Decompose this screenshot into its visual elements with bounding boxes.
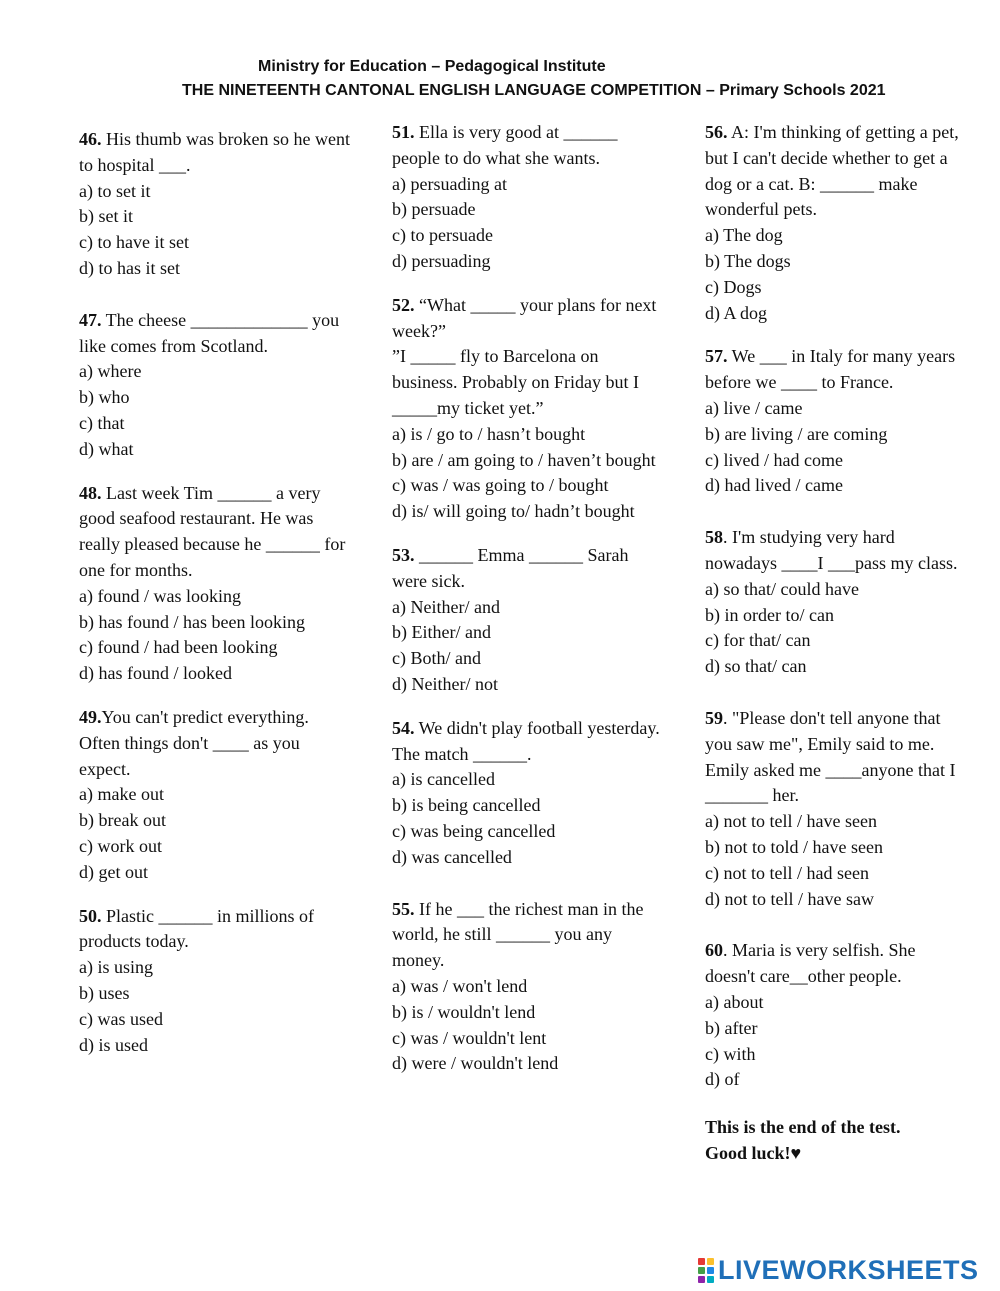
question-number: 50. [79,905,102,926]
question-58 [705,525,965,680]
question-stem [392,716,667,768]
option-a: a) live / came [705,397,803,418]
option-a: a) to set it [79,180,151,201]
question-text: Last week Tim ______ a very good seafood restaurant. He was really pleased because he ______ for one for months. [79,482,346,580]
column-2 [392,120,667,1095]
option-b: b) is / wouldn't lend [392,1001,536,1022]
option-a: a) about [705,991,764,1012]
logo-square [698,1258,705,1265]
question-number: 48. [79,482,102,503]
option-c: c) to have it set [79,232,189,253]
option-d: d) what [79,438,134,459]
question-text: We didn't play football yesterday. The match ______. [392,717,660,764]
question-52 [392,293,667,525]
option-c: c) for that/ can [705,630,811,651]
option-a: a) persuading at [392,173,507,194]
question-text: You can't predict everything. Often things don't ____ as you expect. [79,706,309,779]
logo-square [707,1267,714,1274]
question-text: . Maria is very selfish. She doesn't care__other people. [705,940,916,987]
question-stem [705,706,965,809]
option-c: c) was / wouldn't lent [392,1027,547,1048]
question-number: 46. [79,129,102,149]
option-b: b) persuade [392,199,476,220]
question-47 [79,308,354,463]
question-number: 51. [392,122,415,142]
end-line: This is the end of the test. [705,1117,901,1138]
question-number: 58 [705,527,723,548]
question-stem [79,308,354,360]
option-b: b) uses [79,982,130,1003]
option-c: c) lived / had come [705,449,843,470]
logo-square [707,1258,714,1265]
column-3 [705,120,965,1167]
end-of-test-note [705,1115,965,1167]
question-number: 54. [392,717,415,738]
question-number: 56. [705,122,728,142]
question-stem [79,904,354,956]
ministry-title: Ministry for Education – Pedagogical Institute [258,58,606,75]
option-c: c) not to tell / had seen [705,862,869,883]
logo-square [698,1276,705,1283]
option-b: b) are / am going to / haven’t bought [392,449,656,470]
option-b: b) is being cancelled [392,795,541,816]
option-d: d) Neither/ not [392,673,498,694]
option-d: d) was cancelled [392,846,512,867]
option-a: a) Neither/ and [392,596,500,617]
question-text: We ___ in Italy for many years before we ____ to France. [705,346,956,393]
question-stem [392,120,667,172]
option-c: c) found / had been looking [79,637,278,658]
question-text: Ella is very good at ______ people to do what she wants. [392,122,618,168]
option-c: c) Both/ and [392,648,481,669]
option-d: d) is used [79,1034,148,1055]
option-b: b) who [79,387,130,408]
question-stem [79,127,354,179]
logo-square [698,1267,705,1274]
option-d: d) had lived / came [705,475,843,496]
question-text: . "Please don't tell anyone that you saw me", Emily said to me. Emily asked me ____anyone that I _______ her. [705,707,956,806]
option-a: a) where [79,361,142,382]
option-c: c) with [705,1043,756,1064]
question-46 [79,127,354,282]
question-text: “What _____ your plans for next week?” ”I _____ fly to Barcelona on business. Probably on Friday but I _____my ticket yet.” [392,294,657,418]
good-luck-line: Good luck!♥ [705,1142,802,1163]
question-text: ______ Emma ______ Sarah were sick. [392,544,629,591]
option-d: d) is/ will going to/ hadn’t bought [392,501,635,522]
option-b: b) break out [79,810,166,831]
question-text: His thumb was broken so he went to hospital ___. [79,129,350,175]
question-number: 53. [392,544,415,565]
competition-title: THE NINETEENTH CANTONAL ENGLISH LANGUAGE COMPETITION – Primary Schools 2021 [182,82,886,99]
question-50 [79,904,354,1059]
option-c: c) was / was going to / bought [392,475,609,496]
option-c: c) to persuade [392,225,493,246]
question-56 [705,120,965,326]
option-c: c) was being cancelled [392,820,556,841]
option-d: d) get out [79,861,148,882]
logo-icon [698,1258,714,1283]
option-d: d) to has it set [79,257,180,278]
option-a: a) The dog [705,225,783,246]
option-b: b) in order to/ can [705,604,834,625]
column-1 [79,127,354,1076]
question-number: 52. [392,294,415,315]
option-a: a) was / won't lend [392,975,528,996]
option-b: b) not to told / have seen [705,836,883,857]
question-number: 57. [705,346,728,367]
option-d: d) persuading [392,250,491,271]
option-c: c) Dogs [705,276,762,297]
question-55 [392,897,667,1078]
option-b: b) are living / are coming [705,423,888,444]
question-stem [705,120,965,223]
option-d: d) were / wouldn't lend [392,1053,559,1074]
question-51 [392,120,667,275]
option-d: d) not to tell / have saw [705,888,874,909]
liveworksheets-logo [698,1255,979,1285]
question-stem [705,344,965,396]
option-a: a) make out [79,784,164,805]
question-number: 49. [79,706,102,727]
question-48 [79,481,354,687]
question-stem [705,525,965,577]
option-d: d) so that/ can [705,656,807,677]
question-stem [392,293,667,422]
option-a: a) found / was looking [79,585,241,606]
question-stem [392,543,667,595]
question-number: 60 [705,940,723,961]
option-c: c) that [79,412,125,433]
option-d: d) has found / looked [79,663,232,684]
question-number: 55. [392,898,415,919]
question-57 [705,344,965,499]
option-b: b) set it [79,206,133,227]
option-b: b) after [705,1017,758,1038]
option-a: a) not to tell / have seen [705,811,877,832]
question-stem [79,481,354,584]
option-c: c) work out [79,835,162,856]
option-b: b) Either/ and [392,622,491,643]
question-59 [705,706,965,912]
option-a: a) is using [79,957,153,978]
logo-text: LIVEWORKSHEETS [718,1254,979,1285]
question-54 [392,716,667,871]
question-stem [705,938,965,990]
question-number: 47. [79,309,102,330]
question-text: Plastic ______ in millions of products today. [79,905,315,952]
question-60 [705,938,965,1093]
question-text: If he ___ the richest man in the world, he still ______ you any money. [392,898,644,971]
option-d: d) A dog [705,302,768,323]
question-text: . I'm studying very hard nowadays ____I ___pass my class. [705,527,958,573]
option-a: a) is / go to / hasn’t bought [392,423,586,444]
question-text: The cheese _____________ you like comes from Scotland. [79,309,340,356]
question-stem [392,897,667,974]
question-number: 59 [705,707,723,728]
question-text: A: I'm thinking of getting a pet, but I can't decide whether to get a dog or a cat. B: ______ make wonderful pets. [705,122,959,220]
question-stem [79,705,354,782]
option-c: c) was used [79,1008,163,1029]
option-a: a) is cancelled [392,769,495,790]
option-a: a) so that/ could have [705,578,859,599]
option-b: b) The dogs [705,250,791,271]
question-49 [79,705,354,886]
option-d: d) of [705,1069,740,1090]
question-53 [392,543,667,698]
logo-square [707,1276,714,1283]
option-b: b) has found / has been looking [79,611,305,632]
